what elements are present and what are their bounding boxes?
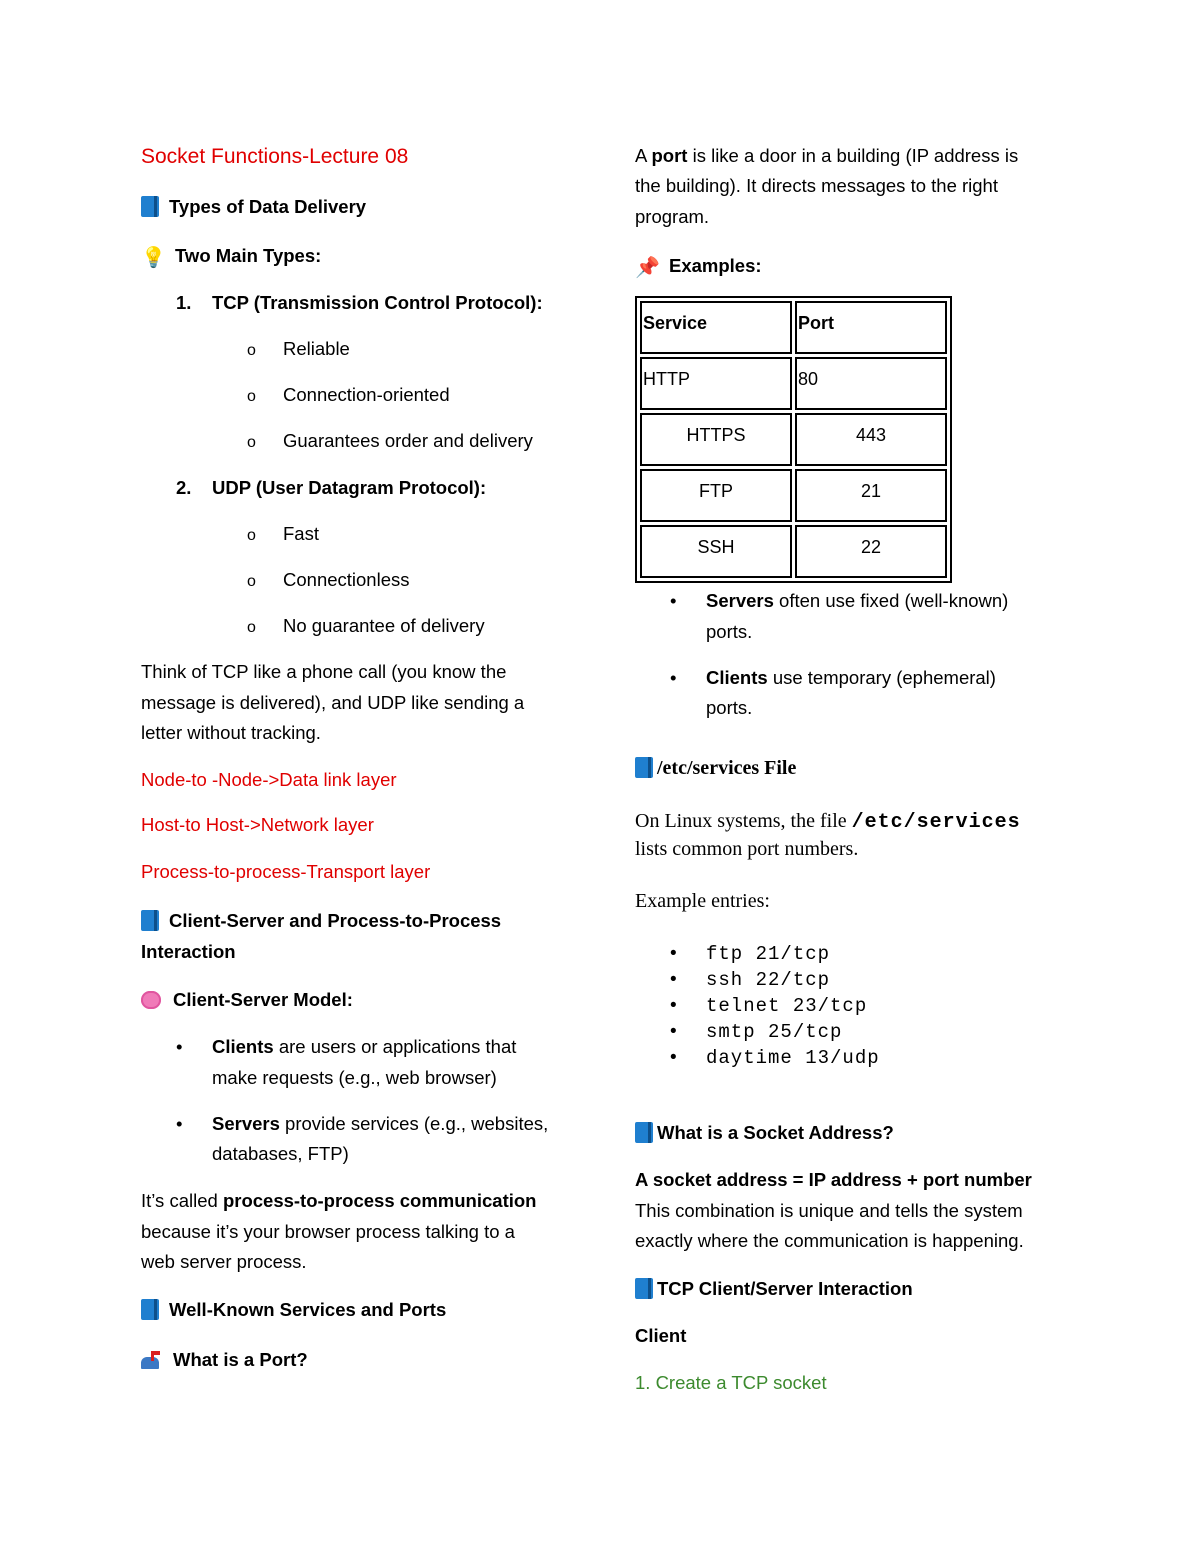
table-header-cell: Port [795,301,947,354]
section-heading-etc-services: /etc/services File [635,757,796,779]
table-cell: FTP [640,469,792,522]
layer-line: Host-to Host->Network layer [141,814,374,835]
section-heading-tcp-interaction: TCP Client/Server Interaction [635,1278,913,1300]
paragraph-line: A socket address = IP address + port number [635,1169,1032,1190]
bullet-clients-cont: make requests (e.g., web browser) [212,1067,497,1088]
book-icon [141,196,159,217]
lightbulb-icon: 💡 [141,247,166,269]
section-heading-client-server-cont: Interaction [141,941,236,962]
table-cell: HTTPS [640,413,792,466]
table-cell: 21 [795,469,947,522]
paragraph-line: lists common port numbers. [635,838,859,860]
code-list-item: • daytime 13/udp [670,1047,880,1069]
section-heading-socket-address: What is a Socket Address? [635,1122,894,1144]
book-icon [635,1122,653,1143]
paragraph-line: web server process. [141,1251,307,1272]
bullet-servers-cont: databases, FTP) [212,1143,349,1164]
list-item: o Guarantees order and delivery [247,430,533,451]
layer-line: Process-to-process-Transport layer [141,861,431,882]
paragraph-line: On Linux systems, the file /etc/services [635,810,1021,834]
bullet-servers-cont: ports. [706,621,753,642]
bullet-servers: • Servers provide services (e.g., websites, [176,1113,549,1134]
table-cell: SSH [640,525,792,578]
subheading-examples: 📌 Examples: [635,255,762,279]
client-label: Client [635,1325,687,1346]
page-title: Socket Functions-Lecture 08 [141,145,409,168]
paragraph-line: the building). It directs messages to the right [635,175,998,196]
ports-table [635,296,952,583]
table-row [640,357,947,410]
table-row [640,469,947,522]
table-header-row [640,301,947,354]
bullet-clients: • Clients use temporary (ephemeral) [670,667,996,688]
table-cell: HTTP [640,357,792,410]
book-icon [635,757,653,778]
bullet-clients: • Clients are users or applications that [176,1036,517,1057]
step-line: 1. Create a TCP socket [635,1372,827,1393]
paragraph-line: letter without tracking. [141,722,321,743]
table-row [640,525,947,578]
section-heading-well-known: Well-Known Services and Ports [141,1299,446,1321]
paragraph-line: A port is like a door in a building (IP address is [635,145,1019,166]
table-cell: 22 [795,525,947,578]
paragraph-line: because it’s your browser process talking to a [141,1221,515,1242]
pushpin-icon: 📌 [635,257,660,279]
list-item: o Connectionless [247,569,410,590]
paragraph-line: Think of TCP like a phone call (you know the [141,661,507,682]
book-icon [141,1299,159,1320]
list-item: o Fast [247,523,319,544]
code-list-item: • ftp 21/tcp [670,943,831,965]
bullet-servers: • Servers often use fixed (well-known) [670,590,1009,611]
section-heading-types: Types of Data Delivery [141,196,366,218]
brain-icon [141,991,161,1009]
section-heading-client-server: Client-Server and Process-to-Process [141,910,501,932]
paragraph-line: exactly where the communication is happening. [635,1230,1024,1251]
paragraph-line: It’s called process-to-process communication [141,1190,537,1211]
list-item: o Reliable [247,338,350,359]
book-icon [635,1278,653,1299]
mailbox-icon [141,1351,161,1369]
subheading-client-server-model: Client-Server Model: [141,989,353,1011]
list-item: o Connection-oriented [247,384,450,405]
subheading-what-is-port: What is a Port? [141,1349,308,1371]
paragraph-line: Example entries: [635,890,770,912]
list-item-tcp: 1. TCP (Transmission Control Protocol): [176,292,543,313]
code-list-item: • smtp 25/tcp [670,1021,843,1043]
subheading-two-main-types: 💡 Two Main Types: [141,245,322,269]
list-item-udp: 2. UDP (User Datagram Protocol): [176,477,487,498]
table-cell: 443 [795,413,947,466]
list-item: o No guarantee of delivery [247,615,485,636]
table-header-cell: Service [640,301,792,354]
paragraph-line: program. [635,206,710,227]
code-list-item: • ssh 22/tcp [670,969,831,991]
code-list-item: • telnet 23/tcp [670,995,868,1017]
layer-line: Node-to -Node->Data link layer [141,769,397,790]
paragraph-line: This combination is unique and tells the system [635,1200,1023,1221]
bullet-clients-cont: ports. [706,697,753,718]
table-row [640,413,947,466]
book-icon [141,910,159,931]
table-cell: 80 [795,357,947,410]
paragraph-line: message is delivered), and UDP like sending a [141,692,525,713]
